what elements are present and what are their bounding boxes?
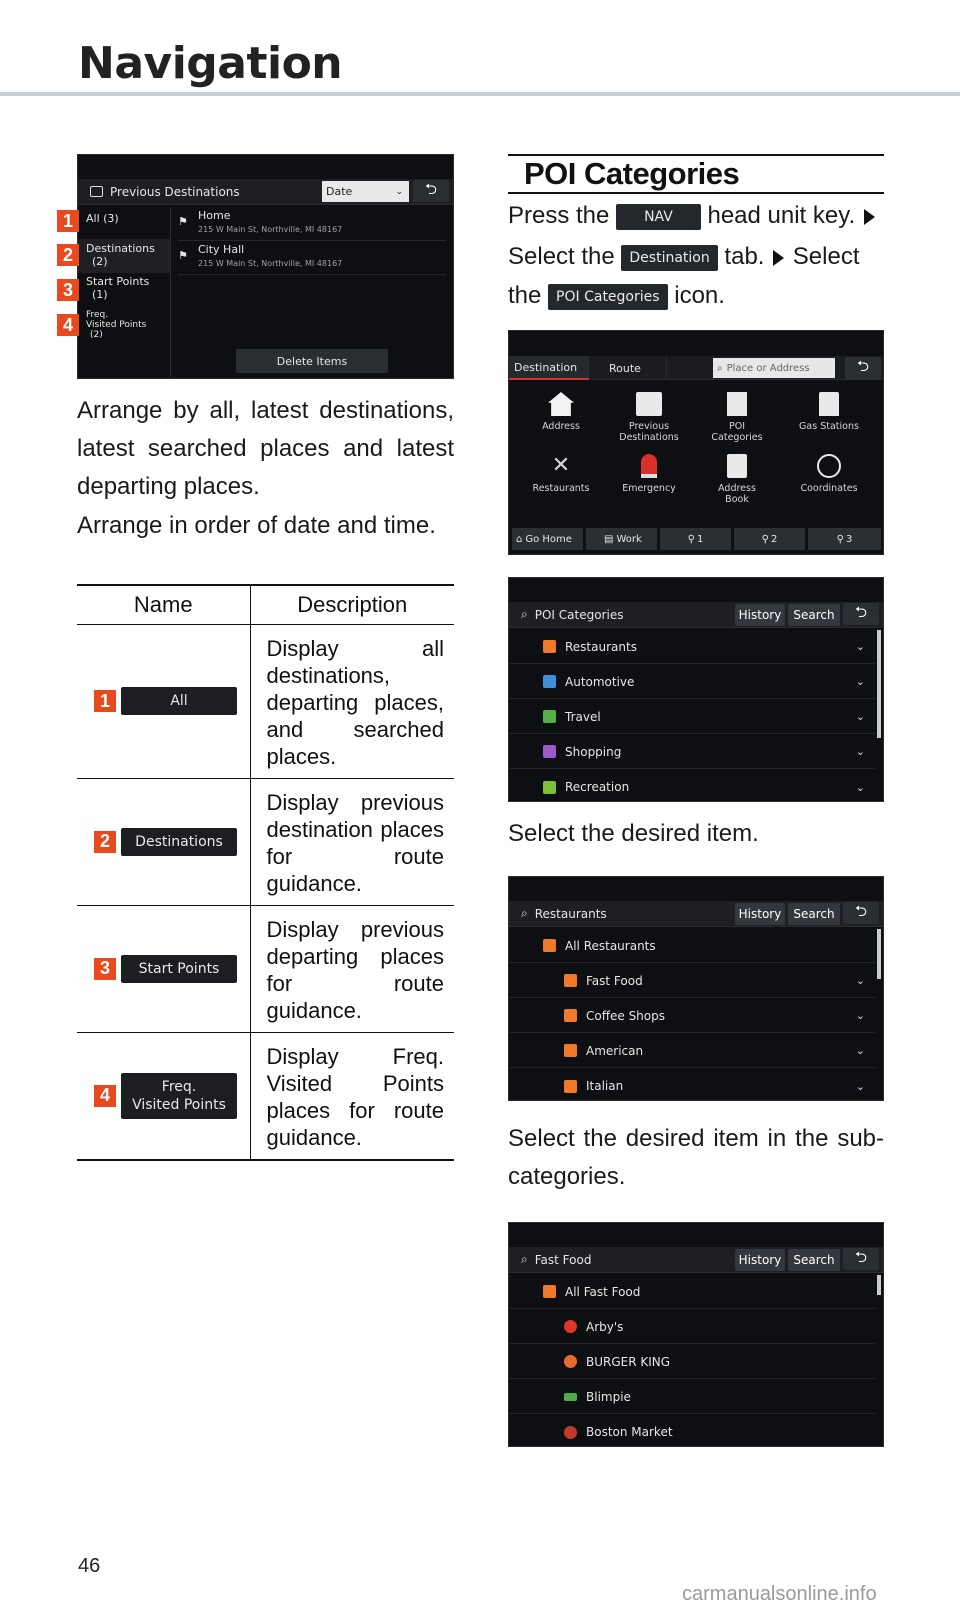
tab-destination[interactable] [509, 356, 589, 380]
button-line-2: Visited Points [132, 1096, 226, 1113]
scrollbar[interactable] [877, 1275, 881, 1295]
work-button[interactable] [586, 528, 657, 550]
filter-label-2: Visited Points [86, 320, 147, 330]
list-search-icon: ⌕ [521, 1252, 528, 1266]
table-row [77, 1032, 454, 1160]
fork-knife-icon: ✕ [551, 453, 571, 478]
restaurants-menu-item[interactable] [523, 454, 599, 494]
search-label: Search [793, 1253, 835, 1267]
poi-categories-key: POI Categories [548, 284, 668, 310]
chevron-down-icon: ⌄ [395, 186, 403, 197]
building-icon [727, 392, 747, 416]
restaurants-screen [508, 876, 884, 1101]
instr-select: Select the [508, 243, 615, 270]
start-points-button: Start Points [121, 955, 237, 983]
item-address: 215 W Main St, Northville, MI 48167 [198, 225, 343, 234]
nav-key: NAV [616, 204, 701, 230]
poi-categories-screen [508, 577, 884, 802]
name-cell [77, 905, 250, 1032]
list-item-burger-king[interactable] [509, 1345, 875, 1379]
description-cell: Display all destinations, departing places, and searched places. [250, 624, 454, 778]
row-label: Recreation [565, 780, 630, 794]
history-label: History [738, 608, 782, 622]
freq-visited-points-button [121, 1073, 237, 1119]
instruction-line-2 [508, 238, 884, 276]
fast-food-icon [564, 974, 577, 987]
emergency-menu-item[interactable] [609, 454, 689, 494]
sort-dropdown[interactable] [322, 181, 409, 202]
button-line-1: Freq. [161, 1078, 197, 1095]
destination-item[interactable] [178, 241, 446, 275]
title-divider [0, 92, 960, 96]
name-cell [77, 778, 250, 905]
menu-label: Coordinates [800, 483, 858, 494]
table-header-row [77, 585, 454, 624]
tab-label: Destination [514, 360, 578, 374]
filter-label: All (3) [86, 212, 119, 225]
arbys-logo-icon [564, 1320, 577, 1333]
favorite-1-button[interactable] [660, 528, 731, 550]
list-header [509, 602, 883, 628]
instruction-line-3 [508, 277, 884, 315]
row-label: BURGER KING [586, 1354, 671, 1369]
recreation-category-icon [543, 781, 556, 794]
row-label: Coffee Shops [586, 1008, 666, 1023]
row-label: American [586, 1043, 644, 1058]
history-button[interactable] [735, 903, 785, 925]
menu-label: Address [542, 421, 580, 432]
tab-route[interactable] [589, 356, 667, 380]
list-search-icon: ⌕ [521, 906, 528, 920]
pin-icon: ⚲ [761, 533, 769, 545]
chevron-down-icon: ⌄ [855, 974, 865, 987]
delete-items-label: Delete Items [276, 354, 348, 368]
back-arrow-icon: ⮌ [854, 1247, 867, 1266]
address-icon [548, 392, 574, 416]
filter-all[interactable] [86, 212, 119, 225]
back-button[interactable] [845, 357, 881, 379]
chevron-down-icon: ⌄ [855, 745, 865, 758]
siren-icon [641, 454, 657, 478]
screen-title: Previous Destinations [110, 184, 240, 199]
chevron-down-icon: ⌄ [855, 1009, 865, 1022]
quick-label: Work [616, 533, 642, 545]
history-label: History [738, 907, 782, 921]
american-food-icon [564, 1044, 577, 1057]
screen-title: POI Categories [534, 607, 624, 622]
italian-food-icon [564, 1080, 577, 1093]
row-label: Shopping [565, 744, 622, 759]
arrow-right-icon [773, 250, 784, 266]
previous-destinations-screen [77, 154, 454, 379]
history-label: History [738, 1253, 782, 1267]
row-label: All Fast Food [565, 1284, 641, 1299]
list-header [509, 901, 883, 927]
address-menu-item[interactable] [523, 392, 599, 432]
address-book-menu-item[interactable] [697, 454, 777, 505]
quick-label: 1 [696, 533, 704, 545]
callout-4-badge: 4 [57, 314, 79, 336]
name-cell [77, 624, 250, 778]
callout-3-badge: 3 [57, 279, 79, 301]
item-name: City Hall [198, 243, 245, 256]
quick-label: 2 [770, 533, 778, 545]
name-cell [77, 1032, 250, 1160]
row-label: Blimpie [586, 1389, 631, 1404]
screen-title: Fast Food [534, 1252, 592, 1267]
instr-head-unit: head unit key. [707, 202, 856, 229]
search-label: Search [793, 608, 835, 622]
back-arrow-icon: ⮌ [424, 179, 437, 198]
fast-food-screen [508, 1222, 884, 1447]
search-button[interactable] [788, 903, 840, 925]
list-item-automotive[interactable] [509, 665, 875, 699]
row-label: Travel [565, 709, 601, 724]
coordinates-menu-item[interactable] [785, 454, 873, 494]
search-label: Search [793, 907, 835, 921]
menu-label-2: Book [725, 494, 749, 505]
list-item-restaurants[interactable] [509, 630, 875, 664]
filter-label: Destinations [86, 242, 155, 255]
table-row [77, 905, 454, 1032]
menu-label: Previous [628, 421, 670, 432]
page-number: 46 [78, 1555, 101, 1577]
list-item-american[interactable] [509, 1034, 875, 1068]
search-button[interactable] [788, 1249, 840, 1271]
scrollbar[interactable] [877, 630, 881, 738]
search-placeholder: Place or Address [726, 362, 810, 374]
menu-label: Gas Stations [799, 421, 859, 432]
list-header [509, 1247, 883, 1273]
filter-destinations[interactable] [78, 239, 170, 273]
header-description: Description [250, 585, 454, 624]
item-address: 215 W Main St, Northville, MI 48167 [198, 259, 343, 268]
list-item-shopping[interactable] [509, 735, 875, 769]
list-item-fast-food[interactable] [509, 964, 875, 998]
instr-press: Press the [508, 202, 610, 229]
filter-count: (2) [90, 330, 103, 340]
table-row [77, 778, 454, 905]
row-label: Italian [586, 1079, 624, 1093]
menu-label: Address [718, 483, 756, 494]
poi-categories-menu-item[interactable] [697, 392, 777, 443]
flag-icon: ⚑ [178, 215, 188, 228]
car-category-icon [543, 675, 556, 688]
back-button[interactable] [843, 1248, 879, 1270]
chevron-down-icon: ⌄ [855, 1044, 865, 1057]
instr-tab: tab. [724, 243, 765, 270]
work-icon: ▤ [604, 533, 614, 545]
watermark: carmanualsonline.info [682, 1583, 877, 1605]
filter-start-points[interactable] [86, 275, 149, 301]
quick-bar [509, 528, 884, 552]
destination-menu-screen [508, 330, 884, 555]
instr-icon: icon. [674, 282, 725, 309]
delete-items-button[interactable] [236, 349, 388, 373]
select-item-text: Select the desired item. [508, 820, 759, 847]
folder-icon [636, 392, 662, 416]
list-item-travel[interactable] [509, 700, 875, 734]
header-name: Name [77, 585, 250, 624]
filter-freq-visited[interactable] [86, 310, 146, 340]
destination-item[interactable] [178, 207, 446, 241]
description-cell: Display previous destination places for route guidance. [250, 778, 454, 905]
row-label: Automotive [565, 674, 635, 689]
callout-1-badge: 1 [57, 210, 79, 232]
boston-market-logo-icon [564, 1426, 577, 1439]
row-number-badge: 4 [94, 1085, 116, 1107]
back-button[interactable] [413, 180, 449, 202]
section-rule-bottom [508, 192, 884, 194]
menu-label: POI [728, 421, 745, 432]
travel-category-icon [543, 710, 556, 723]
history-button[interactable] [735, 1249, 785, 1271]
flag-icon: ⚑ [178, 249, 188, 262]
back-arrow-icon: ⮌ [854, 901, 867, 920]
tab-bar [509, 356, 884, 380]
back-arrow-icon: ⮌ [856, 356, 869, 375]
list-item-all-restaurants[interactable] [509, 929, 875, 963]
screen-title: Restaurants [534, 906, 607, 921]
arrange-order-text: Arrange in order of date and time. [77, 512, 436, 539]
favorite-3-button[interactable] [808, 528, 881, 550]
item-name: Home [198, 209, 231, 222]
chevron-down-icon: ⌄ [855, 640, 865, 653]
address-book-icon [727, 454, 747, 478]
back-arrow-icon: ⮌ [854, 602, 867, 621]
row-label: All Restaurants [565, 938, 656, 953]
back-button[interactable] [843, 902, 879, 924]
row-label: Boston Market [586, 1425, 673, 1439]
restaurant-category-icon [543, 939, 556, 952]
arrange-description: Arrange by all, latest destinations, latest searched places and latest departing places. [77, 397, 454, 500]
previous-destinations-icon [90, 186, 103, 197]
gas-pump-icon [819, 392, 839, 416]
filter-count: (2) [92, 255, 108, 268]
row-label: Restaurants [565, 639, 637, 654]
menu-icon-grid [509, 386, 884, 516]
filter-count: (1) [92, 288, 108, 301]
row-label: Fast Food [586, 973, 643, 988]
menu-label: Emergency [622, 483, 676, 494]
place-search-input[interactable] [713, 358, 835, 378]
menu-label: Restaurants [532, 483, 590, 494]
select-subcategory-text: Select the desired item in the sub-categories. [508, 1125, 884, 1190]
instruction-line-1 [508, 197, 884, 235]
menu-label-2: Destinations [619, 432, 679, 443]
filter-label: Start Points [86, 275, 150, 288]
burger-king-logo-icon [564, 1355, 577, 1368]
back-button[interactable] [843, 603, 879, 625]
list-item-coffee-shops[interactable] [509, 999, 875, 1033]
description-cell: Display Freq. Visited Points places for route guidance. [250, 1032, 454, 1160]
gas-stations-menu-item[interactable] [785, 392, 873, 432]
filter-list [78, 207, 170, 377]
quick-label: 3 [845, 533, 853, 545]
row-label: Arby's [586, 1319, 624, 1334]
instr-the: the [508, 282, 542, 309]
table-row [77, 624, 454, 778]
globe-icon [817, 454, 841, 478]
quick-label: Go Home [525, 533, 572, 545]
list-search-icon: ⌕ [521, 607, 528, 621]
destination-tab-key: Destination [621, 245, 717, 271]
filter-description-table [77, 584, 454, 1161]
list-item-recreation[interactable] [509, 770, 875, 802]
blimpie-logo-icon [564, 1393, 577, 1401]
chevron-down-icon: ⌄ [855, 675, 865, 688]
callout-2-badge: 2 [57, 244, 79, 266]
section-title: POI Categories [524, 156, 740, 191]
search-button[interactable] [788, 604, 840, 626]
chevron-down-icon: ⌄ [855, 1079, 865, 1093]
row-number-badge: 2 [94, 831, 116, 853]
go-home-button[interactable] [512, 528, 583, 550]
pin-icon: ⚲ [836, 533, 844, 545]
filter-label: Freq. [86, 310, 109, 320]
row-number-badge: 1 [94, 690, 116, 712]
previous-destinations-menu-item[interactable] [609, 392, 689, 443]
list-item-arbys[interactable] [509, 1310, 875, 1344]
list-item-all-fast-food[interactable] [509, 1275, 875, 1309]
instr-select-2: Select [792, 243, 860, 270]
search-icon: ⌕ [717, 362, 723, 374]
filter-divider [170, 207, 171, 377]
shopping-category-icon [543, 745, 556, 758]
menu-label-2: Categories [711, 432, 763, 443]
list-item-boston-market[interactable] [509, 1415, 875, 1447]
favorite-2-button[interactable] [734, 528, 805, 550]
all-button: All [121, 687, 237, 715]
pin-icon: ⚲ [687, 533, 695, 545]
fast-food-icon [543, 1285, 556, 1298]
row-number-badge: 3 [94, 958, 116, 980]
home-icon: ⌂ [516, 533, 523, 545]
history-button[interactable] [735, 604, 785, 626]
scrollbar[interactable] [877, 929, 881, 979]
restaurant-category-icon [543, 640, 556, 653]
destinations-button: Destinations [121, 828, 237, 856]
sort-value: Date [326, 185, 353, 198]
page-title: Navigation [78, 38, 343, 89]
arrow-right-icon [864, 209, 875, 225]
list-item-italian[interactable] [509, 1069, 875, 1101]
description-cell: Display previous departing places for route guidance. [250, 905, 454, 1032]
coffee-icon [564, 1009, 577, 1022]
list-item-blimpie[interactable] [509, 1380, 875, 1414]
chevron-down-icon: ⌄ [855, 710, 865, 723]
chevron-down-icon: ⌄ [855, 780, 865, 794]
previous-destinations-header [78, 179, 453, 205]
tab-label: Route [609, 361, 641, 375]
